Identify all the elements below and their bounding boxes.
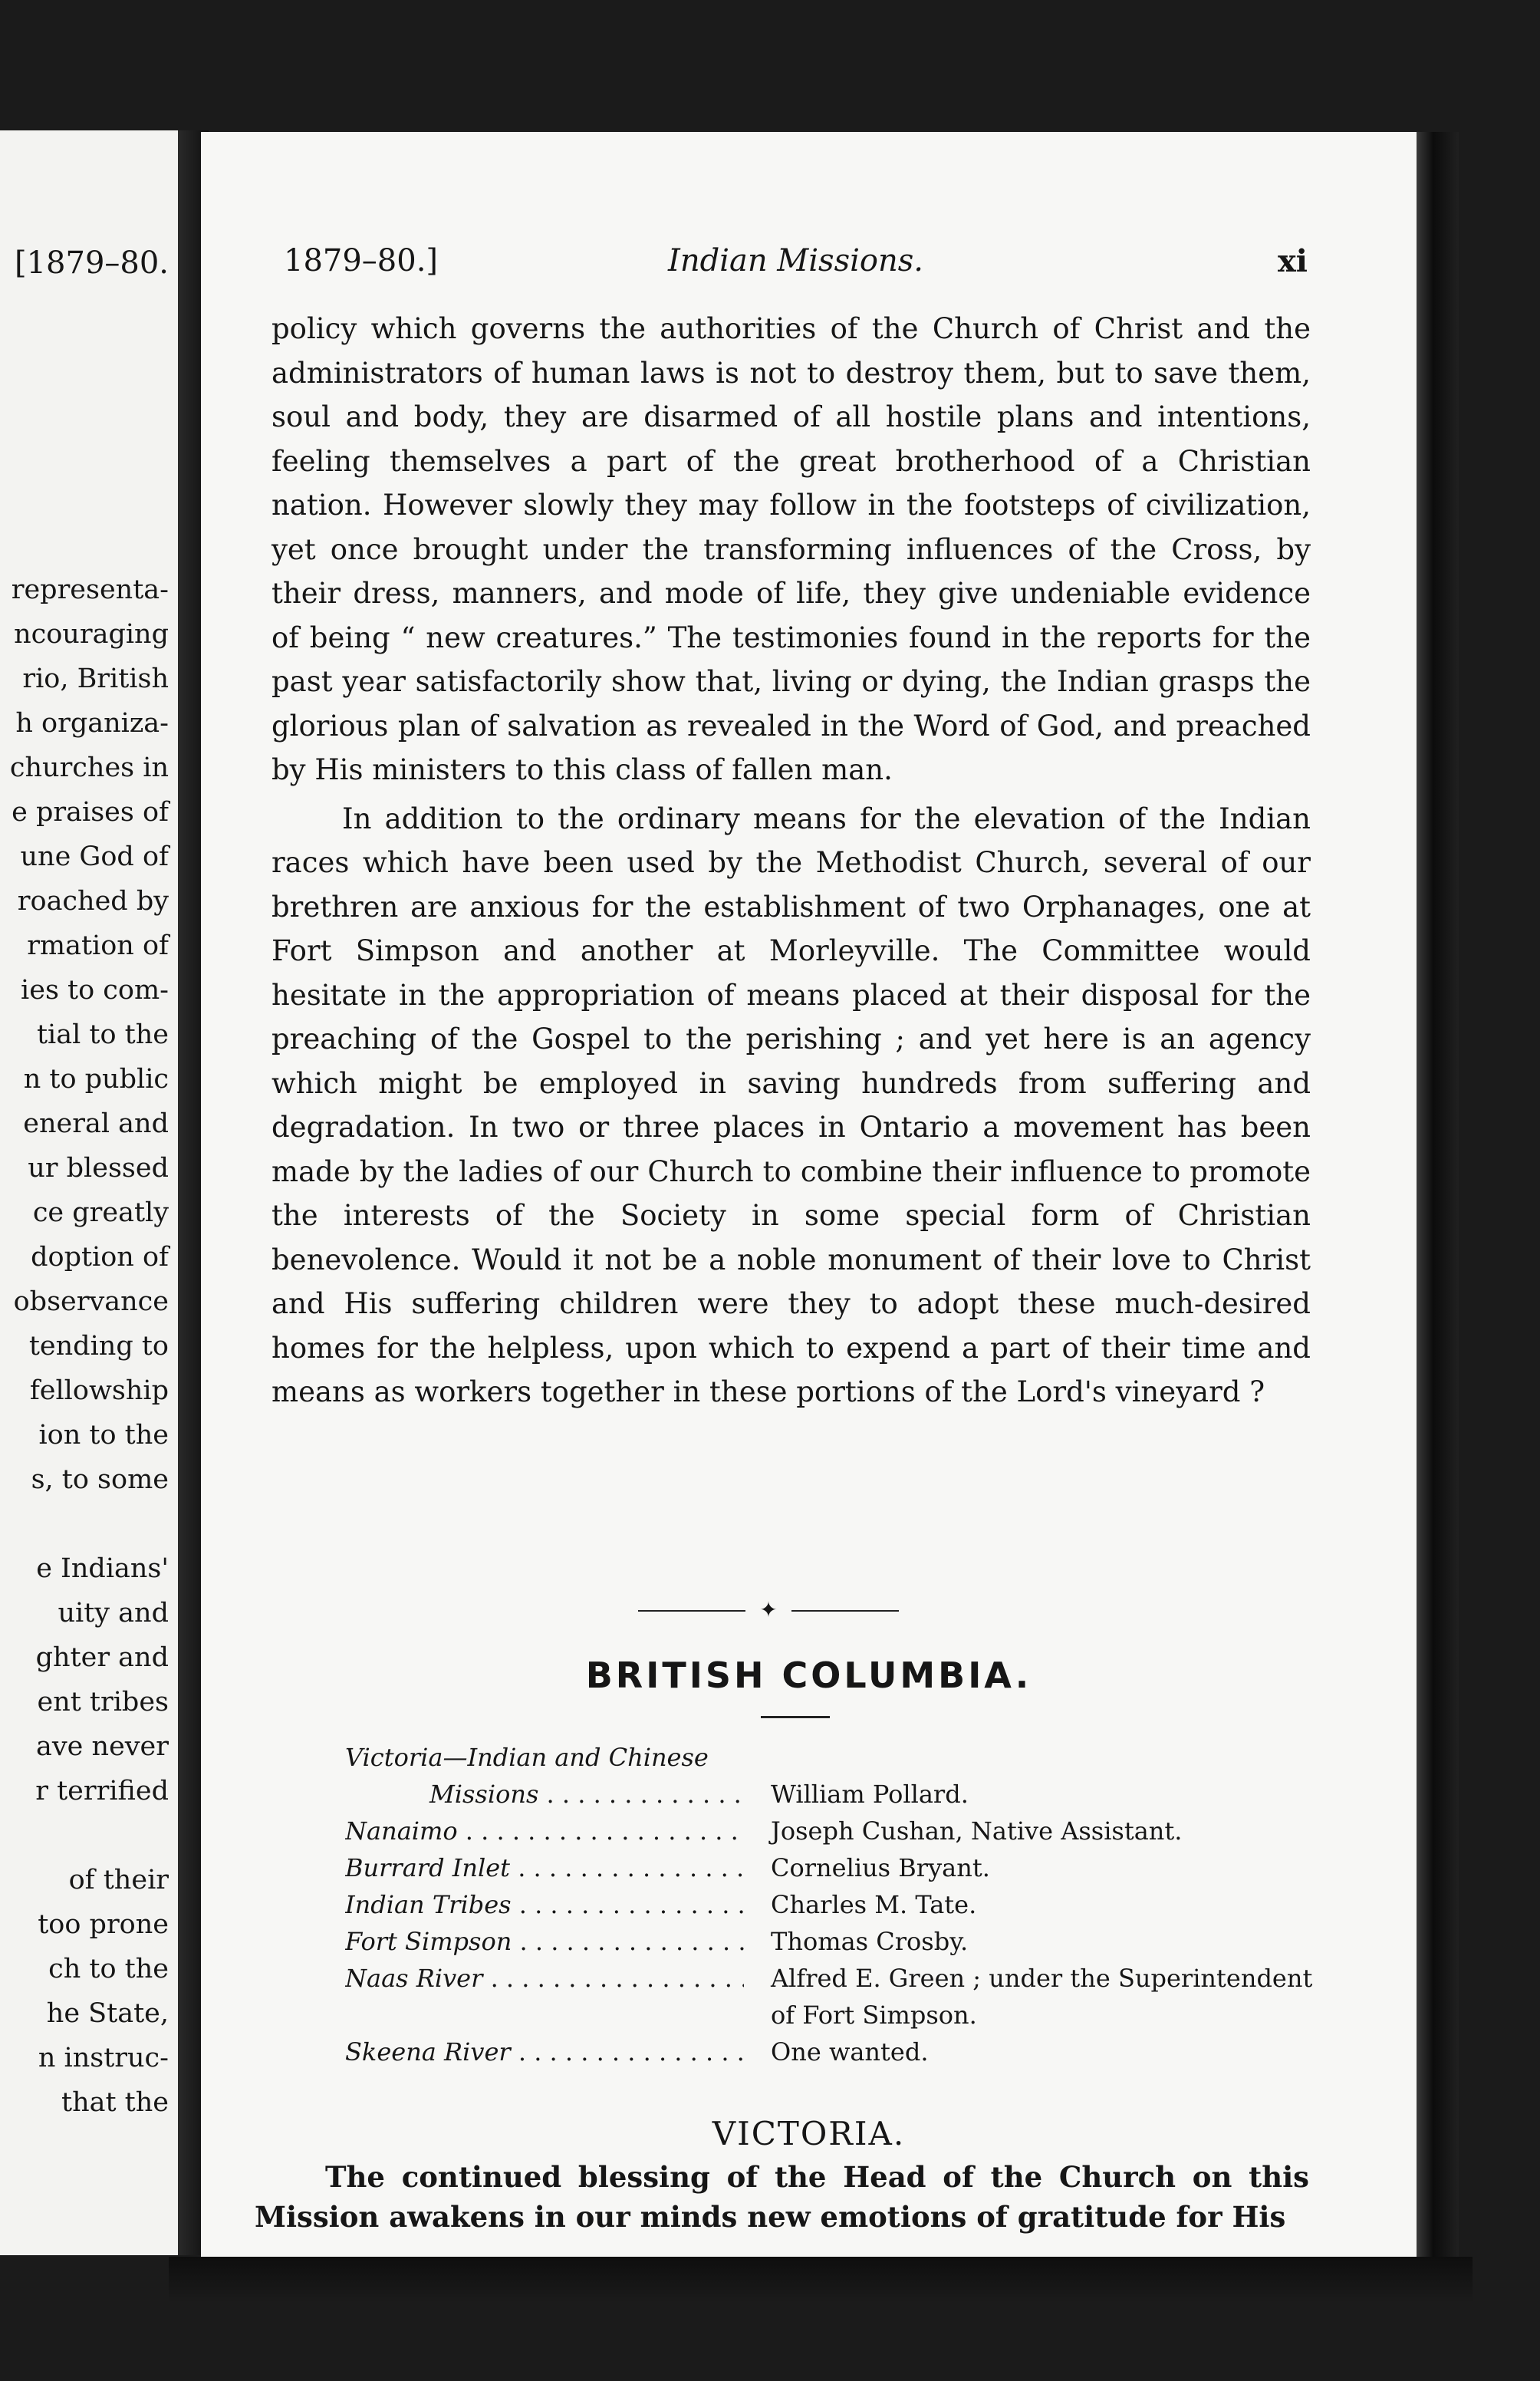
body-paragraph: policy which governs the authorities of the Church of Christ and the administrators of human laws is not to destroy them, but to save them, soul and body, they are disarmed of all hostile plans and intentions, feeling themselves a part of the great brotherhood of a Christian nation. However slowly they may follow in the footsteps of civilization, yet once brought under the transforming influences of the Cross, by their dress, manners, and mode of life, they give undeniable evidence of being “ new creatures.” The testimonies found in the reports for the past year satisfactorily show that, living or dying, the Indian grasps the glorious plan of salvation as revealed in the Word of God, and preached by His ministers to this class of fallen man. bbox=[271, 312, 1311, 786]
left-line: n to public bbox=[23, 1064, 169, 1095]
roster-name: Charles M. Tate. bbox=[771, 1890, 977, 1919]
left-line: representa- bbox=[11, 575, 169, 605]
left-line: churches in bbox=[9, 753, 169, 783]
left-line: roached by bbox=[17, 886, 169, 917]
page-edge bbox=[1417, 132, 1459, 2257]
running-head-title: Indian Missions. bbox=[668, 243, 923, 278]
left-line: observance bbox=[13, 1286, 169, 1317]
left-line: ur blessed bbox=[28, 1153, 169, 1184]
left-page-text bbox=[10, 568, 169, 2125]
roster-row bbox=[345, 1849, 1334, 1886]
left-line: ent tribes bbox=[37, 1687, 169, 1717]
left-line: fellowship bbox=[29, 1375, 169, 1406]
subsection-title: VICTORIA. bbox=[712, 2115, 906, 2152]
roster-place: Skeena River . . . bbox=[345, 2034, 744, 2070]
roster-place: Burrard Inlet . . . bbox=[345, 1849, 744, 1886]
section-title: BRITISH COLUMBIA. bbox=[585, 1655, 1032, 1696]
closing-line: Mission awakens in our minds new emotions of gratitude for His bbox=[255, 2200, 1286, 2234]
ornament-icon: ✦ bbox=[759, 1597, 778, 1622]
left-line: ion to the bbox=[38, 1420, 169, 1451]
roster-name: Alfred E. Green ; under the Superintendent of Fort Simpson. bbox=[771, 1964, 1313, 2030]
roster-name: William Pollard. bbox=[771, 1780, 969, 1809]
page-bottom-shadow bbox=[169, 2257, 1473, 2303]
divider-rule bbox=[791, 1610, 899, 1612]
left-facing-page bbox=[0, 130, 178, 2255]
left-line: h organiza- bbox=[15, 708, 169, 739]
left-line: too prone bbox=[38, 1909, 169, 1940]
roster-place: Fort Simpson . . . bbox=[345, 1923, 744, 1960]
roster-name: Cornelius Bryant. bbox=[771, 1853, 990, 1882]
main-page bbox=[201, 132, 1417, 2257]
roster-row bbox=[345, 1776, 1334, 1813]
roster-row bbox=[345, 1960, 1334, 2034]
left-line: ies to com- bbox=[21, 975, 169, 1006]
left-line: n instruc- bbox=[38, 2043, 169, 2073]
left-line: e Indians' bbox=[36, 1553, 169, 1584]
roster-row bbox=[345, 2034, 1334, 2070]
running-head bbox=[284, 243, 1308, 289]
roster-name: Joseph Cushan, Native Assistant. bbox=[771, 1816, 1183, 1846]
roster-place: Missions . . . bbox=[345, 1776, 744, 1813]
roster-name: Thomas Crosby. bbox=[771, 1927, 969, 1956]
body-paragraph: In addition to the ordinary means for the elevation of the Indian races which have been used by the Methodist Church, several of our brethren are anxious for the establishment of two Orphanages, one at Fort Simpson and another at Morleyville. The Committee would hesitate in the appropriation of means placed at their disposal for the preaching of the Gospel to the perishing ; and yet here is an agency which might be employed in saving hundreds from suffering and degradation. In two or three places in Ontario a movement has been made by the ladies of our Church to combine their influence to promote the interests of the Society in some special form of Christian benevolence. Would it not be a noble monument of their love to Christ and His suffering children were they to adopt these much-desired homes for the helpless, upon which to expend a part of their time and means as workers together in these portions of the Lord's vineyard ? bbox=[271, 802, 1311, 1408]
left-line-gap bbox=[10, 1502, 169, 1546]
left-line-gap bbox=[10, 1813, 169, 1858]
mission-roster bbox=[345, 1739, 1334, 2070]
running-head-year: 1879–80.] bbox=[284, 243, 439, 278]
roster-place: Victoria—Indian and Chinese bbox=[345, 1743, 709, 1772]
left-line: ce greatly bbox=[32, 1197, 169, 1228]
roster-place: Indian Tribes . . . bbox=[345, 1886, 744, 1923]
closing-text bbox=[255, 2157, 1309, 2237]
left-line: rio, British bbox=[22, 664, 169, 694]
left-line: s, to some bbox=[31, 1464, 169, 1495]
page-number: xi bbox=[1277, 243, 1308, 279]
roster-place: Nanaimo . . . bbox=[345, 1813, 744, 1849]
left-line: e praises of bbox=[12, 797, 169, 828]
left-line: tending to bbox=[28, 1331, 169, 1362]
left-line: r terrified bbox=[35, 1776, 169, 1806]
left-line: ch to the bbox=[48, 1954, 169, 1984]
roster-place: Naas River . . . bbox=[345, 1960, 744, 1997]
divider-rule bbox=[638, 1610, 745, 1612]
left-line: of their bbox=[68, 1865, 169, 1895]
title-rule bbox=[761, 1716, 830, 1718]
roster-name: One wanted. bbox=[771, 2037, 929, 2066]
left-line: ncouraging bbox=[14, 619, 169, 650]
roster-row bbox=[345, 1923, 1334, 1960]
left-line: eneral and bbox=[23, 1108, 169, 1139]
left-page-header: [1879–80. bbox=[14, 245, 169, 281]
roster-row bbox=[345, 1886, 1334, 1923]
closing-line: The continued blessing of the Head of the Church on this bbox=[325, 2160, 1309, 2194]
left-line: doption of bbox=[31, 1242, 169, 1273]
left-line: ghter and bbox=[35, 1642, 169, 1673]
left-line: rmation of bbox=[27, 930, 169, 961]
roster-row bbox=[345, 1739, 1334, 1776]
left-line: uity and bbox=[58, 1598, 169, 1628]
left-line: ave never bbox=[36, 1731, 169, 1762]
ornament-divider bbox=[638, 1597, 899, 1622]
left-line: that the bbox=[61, 2087, 169, 2118]
left-line: tial to the bbox=[36, 1019, 169, 1050]
left-line: he State, bbox=[46, 1998, 169, 2029]
body-text bbox=[271, 307, 1311, 1414]
roster-row bbox=[345, 1813, 1334, 1849]
left-line: une God of bbox=[20, 841, 169, 872]
